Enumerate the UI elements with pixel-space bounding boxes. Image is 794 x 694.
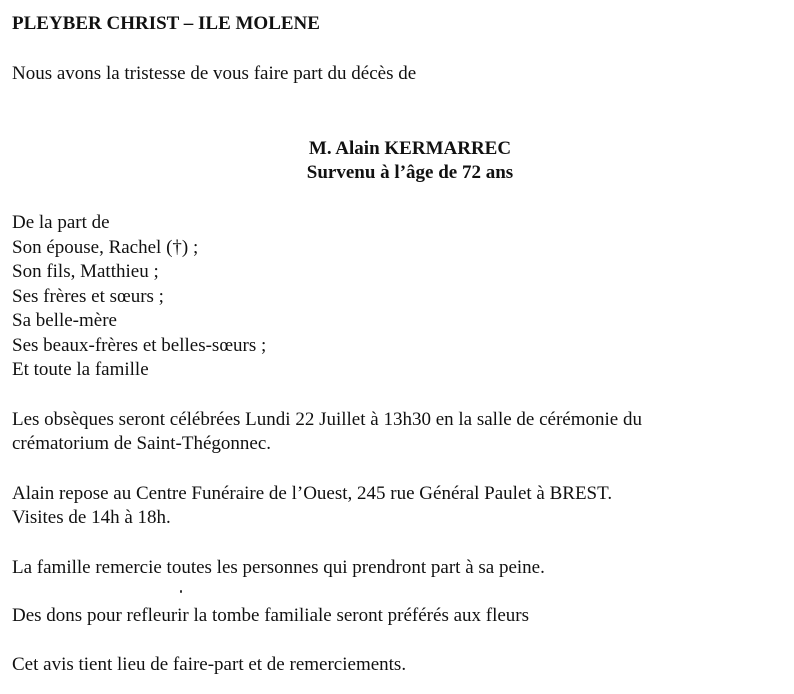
family-line: Sa belle-mère — [12, 310, 117, 331]
location-heading: PLEYBER CHRIST – ILE MOLENE — [12, 13, 320, 34]
intro-text: Nous avons la tristesse de vous faire part du décès de — [12, 63, 417, 84]
family-line: Ses beaux-frères et belles-sœurs ; — [12, 335, 267, 356]
funeral-line-2: crématorium de Saint-Thégonnec. — [12, 433, 272, 454]
family-line: De la part de — [12, 212, 110, 233]
deceased-age: Survenu à l’âge de 72 ans — [306, 162, 514, 183]
thanks-text: La famille remercie toutes les personnes qui prendront part à sa peine. — [12, 557, 545, 578]
family-line: Son épouse, Rachel (†) ; — [12, 237, 199, 258]
family-line: Ses frères et sœurs ; — [12, 286, 164, 307]
family-line: Et toute la famille — [12, 359, 149, 380]
donations-text: Des dons pour refleurir la tombe familiale seront préférés aux fleurs — [12, 605, 530, 626]
repose-line-1: Alain repose au Centre Funéraire de l’Ouest, 245 rue Général Paulet à BREST. — [12, 483, 613, 504]
closing-text: Cet avis tient lieu de faire-part et de remerciements. — [12, 654, 407, 675]
scan-speck — [180, 590, 182, 593]
repose-line-2: Visites de 14h à 18h. — [12, 507, 171, 528]
deceased-name: M. Alain KERMARREC — [308, 138, 512, 159]
funeral-line-1: Les obsèques seront célébrées Lundi 22 Juillet à 13h30 en la salle de cérémonie du — [12, 409, 642, 430]
family-line: Son fils, Matthieu ; — [12, 261, 159, 282]
